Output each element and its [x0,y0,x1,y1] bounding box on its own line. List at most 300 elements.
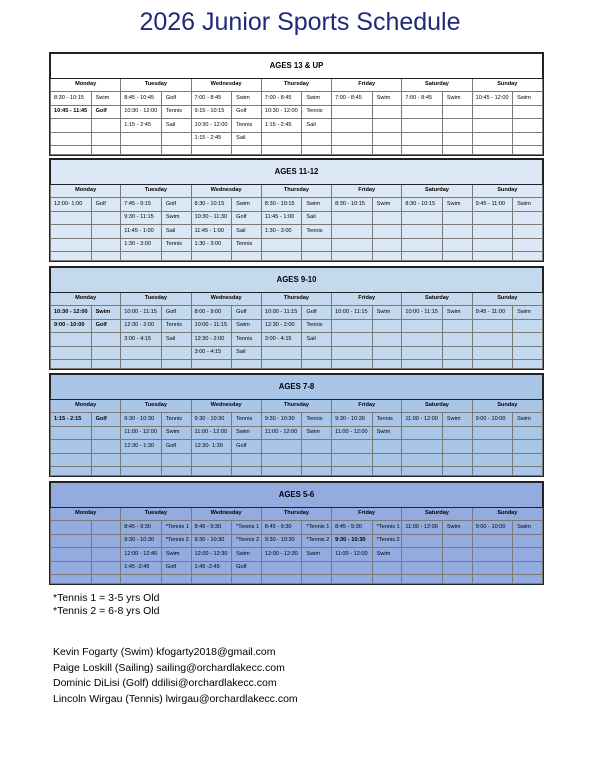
spacer-cell [161,252,191,261]
activity-cell: Swim [302,198,332,212]
time-cell: 9:30 - 10:30 [332,534,373,548]
tennis-notes [53,592,160,618]
activity-cell [442,548,472,562]
activity-cell [442,225,472,239]
activity-cell [91,211,121,225]
activity-cell [442,333,472,347]
activity-cell: Golf [161,92,191,106]
time-cell: 10:30 - 12:00 [121,105,162,119]
spacer-cell [91,360,121,369]
spacer-cell [232,146,262,155]
spacer-cell [402,252,443,261]
spacer-cell [372,252,402,261]
time-cell [332,132,373,146]
activity-cell: Swim [161,426,191,440]
activity-cell: Swim [302,548,332,562]
contact-swim: Kevin Fogarty (Swim) kfogarty2018@gmail.com [53,646,276,658]
activity-cell [91,453,121,467]
time-cell [472,319,513,333]
time-cell: 1:30 - 3:00 [191,238,232,252]
time-cell [191,453,232,467]
time-cell: 10:00 - 11:15 [261,306,302,320]
activity-cell: Sail [302,333,332,347]
activity-cell: Swim [513,413,543,427]
time-cell: 12:00 - 12:45 [121,548,162,562]
time-cell: 9:00 - 10:00 [472,413,513,427]
time-cell: 9:30 - 10:30 [191,534,232,548]
activity-cell [91,238,121,252]
activity-cell: Tennis [232,413,262,427]
time-cell: 8:30 - 10:15 [402,198,443,212]
time-cell [402,561,443,575]
activity-cell [91,333,121,347]
time-cell: 7:00 - 8:45 [332,92,373,106]
spacer-cell [402,360,443,369]
spacer-cell [332,467,373,476]
activity-cell [442,561,472,575]
activity-cell [442,211,472,225]
schedule-row [51,319,543,333]
spacer-cell [442,575,472,584]
time-cell [472,453,513,467]
time-cell: 9:30 - 10:30 [261,534,302,548]
activity-cell: Golf [91,319,121,333]
activity-cell: Tennis [232,333,262,347]
time-cell: 12:30 - 1:30 [121,440,162,454]
activity-cell [372,319,402,333]
contact-sailing: Paige Loskill (Sailing) sailing@orchardlakecc.com [53,661,285,674]
spacer-cell [472,252,513,261]
day-header-saturday: Saturday [402,508,472,521]
activity-cell [372,211,402,225]
activity-cell [372,346,402,360]
activity-cell: Tennis [161,413,191,427]
day-header-tuesday: Tuesday [121,185,191,198]
time-cell [261,346,302,360]
activity-cell: Golf [232,105,262,119]
day-header-wednesday: Wednesday [191,508,261,521]
time-cell [51,440,92,454]
activity-cell [232,453,262,467]
spacer-cell [372,467,402,476]
activity-cell [372,440,402,454]
section-heading: AGES 13 & UP [51,54,543,79]
time-cell: 11:00 - 12:00 [402,413,443,427]
activity-cell [91,521,121,535]
activity-cell: Swim [513,92,543,106]
spacer-cell [232,360,262,369]
time-cell: 11:00 - 12:00 [261,426,302,440]
time-cell: 11:00 - 12:00 [332,426,373,440]
schedule-row [51,119,543,133]
activity-cell [513,453,543,467]
schedule-row [51,426,543,440]
spacer-cell [513,252,543,261]
time-cell [402,346,443,360]
time-cell [472,534,513,548]
activity-cell: Swim [442,413,472,427]
section-heading: AGES 7-8 [51,375,543,400]
time-cell: 1:15 - 2:45 [191,132,232,146]
activity-cell: Sail [161,225,191,239]
activity-cell: Sail [161,333,191,347]
day-header-friday: Friday [332,185,402,198]
time-cell: 12:30 - 2:00 [121,319,162,333]
time-cell: 7:00 - 8:45 [402,92,443,106]
day-header-wednesday: Wednesday [191,185,261,198]
spacer-cell [261,360,302,369]
day-header-monday: Monday [51,79,121,92]
time-cell [51,426,92,440]
spacer-cell [191,467,232,476]
activity-cell [302,561,332,575]
spacer-cell [442,467,472,476]
time-cell: 11:45 - 1:00 [261,211,302,225]
time-cell: 11:45 - 1:00 [191,225,232,239]
activity-cell [513,333,543,347]
time-cell: 12:30 - 2:00 [261,319,302,333]
time-cell [402,453,443,467]
activity-cell: Tennis [232,119,262,133]
time-cell [121,453,162,467]
spacer-cell [472,575,513,584]
activity-cell [442,105,472,119]
time-cell [51,132,92,146]
time-cell [402,132,443,146]
activity-cell [513,105,543,119]
spacer-cell [261,252,302,261]
activity-cell: Golf [161,440,191,454]
time-cell [51,561,92,575]
time-cell [332,105,373,119]
time-cell: 11:00 - 12:00 [121,426,162,440]
time-cell [261,453,302,467]
time-cell: 8:30 - 10:15 [261,198,302,212]
activity-cell [91,548,121,562]
day-header-saturday: Saturday [402,293,472,306]
time-cell [51,521,92,535]
activity-cell: Tennis [302,413,332,427]
activity-cell [513,561,543,575]
activity-cell [372,132,402,146]
activity-cell: Swim [442,198,472,212]
activity-cell [442,346,472,360]
schedule-row [51,413,543,427]
time-cell [121,132,162,146]
activity-cell [91,426,121,440]
time-cell: 8:45 - 9:30 [191,521,232,535]
day-header-thursday: Thursday [261,79,331,92]
day-header-monday: Monday [51,185,121,198]
spacer-cell [51,146,92,155]
activity-cell [91,534,121,548]
day-header-sunday: Sunday [472,400,542,413]
activity-cell: Tennis [302,225,332,239]
time-cell: 10:00 - 11:15 [402,306,443,320]
schedule-row [51,521,543,535]
time-cell: 10:30 - 12:00 [261,105,302,119]
spacer-cell [161,146,191,155]
time-cell: 12:00 - 12:30 [191,548,232,562]
schedule-row [51,346,543,360]
activity-cell: Tennis [161,319,191,333]
spacer-cell [402,467,443,476]
activity-cell: Golf [232,561,262,575]
activity-cell: *Tennis 1 [302,521,332,535]
activity-cell: Swim [442,92,472,106]
activity-cell: Swim [302,426,332,440]
activity-cell: Golf [232,440,262,454]
time-cell: 10:45 - 12:00 [472,92,513,106]
activity-cell: Golf [91,105,121,119]
day-header-sunday: Sunday [472,185,542,198]
schedule-row [51,440,543,454]
time-cell [332,238,373,252]
time-cell: 11:00 - 12:00 [332,548,373,562]
spacer-cell [402,575,443,584]
activity-cell [302,132,332,146]
time-cell [472,238,513,252]
activity-cell: Swim [372,306,402,320]
spacer-cell [91,467,121,476]
activity-cell [513,238,543,252]
spacer-cell [51,467,92,476]
note-tennis-1: *Tennis 1 = 3-5 yrs Old [53,592,160,604]
activity-cell: Tennis [302,105,332,119]
spacer-cell [442,252,472,261]
spacer-cell [513,467,543,476]
activity-cell: Swim [442,521,472,535]
activity-cell: Swim [161,211,191,225]
time-cell: 9:45 - 11:00 [472,198,513,212]
spacer-cell [91,575,121,584]
section-ages-13-up [49,52,544,156]
time-cell: 9:30 - 11:15 [121,211,162,225]
time-cell: 9:30 - 10:30 [332,413,373,427]
activity-cell [442,132,472,146]
spacer-cell [261,575,302,584]
time-cell [402,319,443,333]
activity-cell [513,534,543,548]
time-cell [472,211,513,225]
time-cell: 10:30 - 12:00 [51,306,92,320]
time-cell [472,548,513,562]
time-cell: 3:00 - 4:15 [191,346,232,360]
spacer-cell [302,252,332,261]
spacer-cell [51,252,92,261]
day-header-saturday: Saturday [402,400,472,413]
time-cell: 10:00 - 11:15 [191,319,232,333]
time-cell: 1:30 - 3:00 [121,238,162,252]
spacer-cell [91,146,121,155]
activity-cell: Swim [372,198,402,212]
activity-cell: Swim [232,548,262,562]
spacer-cell [121,575,162,584]
activity-cell [442,238,472,252]
activity-cell: Sail [232,346,262,360]
section-ages-5-6 [49,481,544,585]
activity-cell [91,119,121,133]
time-cell: 10:30 - 12:00 [191,119,232,133]
day-header-thursday: Thursday [261,400,331,413]
time-cell [51,534,92,548]
day-header-monday: Monday [51,293,121,306]
time-cell: 12:30- 1:30 [191,440,232,454]
activity-cell: *Tennis 1 [372,521,402,535]
schedule-row [51,105,543,119]
spacer-cell [472,146,513,155]
activity-cell: Swim [513,521,543,535]
schedule-row [51,132,543,146]
activity-cell [513,132,543,146]
time-cell [472,333,513,347]
spacer-cell [442,360,472,369]
time-cell [51,453,92,467]
time-cell [472,440,513,454]
activity-cell: Golf [91,198,121,212]
activity-cell: Swim [232,198,262,212]
time-cell: 1:15 - 2:45 [121,119,162,133]
time-cell: 1:15 - 2:45 [261,119,302,133]
spacer-cell [261,467,302,476]
activity-cell [442,453,472,467]
activity-cell: Sail [302,211,332,225]
day-header-tuesday: Tuesday [121,400,191,413]
activity-cell [513,119,543,133]
activity-cell [91,440,121,454]
activity-cell: *Tennis 1 [161,521,191,535]
time-cell [332,211,373,225]
spacer-cell [161,467,191,476]
time-cell [51,238,92,252]
time-cell [261,561,302,575]
time-cell [402,333,443,347]
day-header-saturday: Saturday [402,79,472,92]
time-cell: 7:00 - 8:45 [191,92,232,106]
time-cell: 10:45 - 11:45 [51,105,92,119]
activity-cell [513,548,543,562]
activity-cell: Swim [161,548,191,562]
spacer-cell [513,575,543,584]
activity-cell: Swim [91,92,121,106]
time-cell [121,346,162,360]
day-header-sunday: Sunday [472,293,542,306]
activity-cell [442,319,472,333]
activity-cell: Swim [302,92,332,106]
activity-cell: Tennis [232,238,262,252]
activity-cell: Tennis [302,319,332,333]
activity-cell [442,534,472,548]
activity-cell: Sail [232,225,262,239]
activity-cell [442,119,472,133]
spacer-cell [51,360,92,369]
activity-cell: Sail [232,132,262,146]
time-cell: 1:30 - 3:00 [261,225,302,239]
time-cell [402,105,443,119]
time-cell [261,132,302,146]
schedule-row [51,534,543,548]
time-cell: 8:45 - 10:45 [121,92,162,106]
spacer-cell [91,252,121,261]
time-cell: 11:45 - 1:00 [121,225,162,239]
day-header-tuesday: Tuesday [121,293,191,306]
contact-list [53,645,298,707]
spacer-cell [372,146,402,155]
activity-cell: Swim [91,306,121,320]
spacer-cell [472,467,513,476]
day-header-friday: Friday [332,400,402,413]
schedule-row [51,211,543,225]
activity-cell [442,426,472,440]
activity-cell: Swim [372,92,402,106]
time-cell [402,211,443,225]
schedule-row [51,453,543,467]
spacer-cell [191,360,232,369]
section-heading: AGES 5-6 [51,483,543,508]
time-cell: 9:00 - 10:00 [51,319,92,333]
time-cell [332,440,373,454]
day-header-friday: Friday [332,79,402,92]
spacer-cell [161,360,191,369]
time-cell: 11:00 - 12:00 [191,426,232,440]
activity-cell: *Tennis 2 [372,534,402,548]
time-cell: 3:00 - 4:15 [261,333,302,347]
time-cell: 1:45 -2:45 [191,561,232,575]
time-cell [472,119,513,133]
activity-cell [442,440,472,454]
spacer-cell [261,146,302,155]
activity-cell [372,105,402,119]
spacer-cell [191,146,232,155]
time-cell [332,453,373,467]
section-ages-9-10 [49,266,544,370]
activity-cell [372,561,402,575]
day-header-wednesday: Wednesday [191,293,261,306]
spacer-cell [332,146,373,155]
schedule-row [51,238,543,252]
schedule-row [51,225,543,239]
day-header-thursday: Thursday [261,293,331,306]
time-cell [332,225,373,239]
day-header-sunday: Sunday [472,508,542,521]
activity-cell [91,132,121,146]
spacer-cell [232,575,262,584]
activity-cell: *Tennis 2 [161,534,191,548]
time-cell: 8:30 - 10:15 [332,198,373,212]
time-cell [402,534,443,548]
activity-cell: Swim [232,426,262,440]
activity-cell: Swim [513,306,543,320]
time-cell: 11:00 - 12:00 [402,521,443,535]
schedule-row [51,198,543,212]
time-cell [472,346,513,360]
time-cell: 8:30 - 10:15 [51,92,92,106]
activity-cell [302,453,332,467]
activity-cell [513,211,543,225]
spacer-cell [513,360,543,369]
time-cell [402,119,443,133]
time-cell: 9:30 - 10:30 [121,534,162,548]
activity-cell: *Tennis 2 [302,534,332,548]
activity-cell: Golf [161,198,191,212]
day-header-tuesday: Tuesday [121,508,191,521]
time-cell [51,333,92,347]
schedule-row [51,333,543,347]
contact-tennis: Lincoln Wirgau (Tennis) lwirgau@orchardlakecc.com [53,692,298,705]
time-cell: 9:45 - 11:00 [472,306,513,320]
time-cell [261,440,302,454]
activity-cell: *Tennis 1 [232,521,262,535]
